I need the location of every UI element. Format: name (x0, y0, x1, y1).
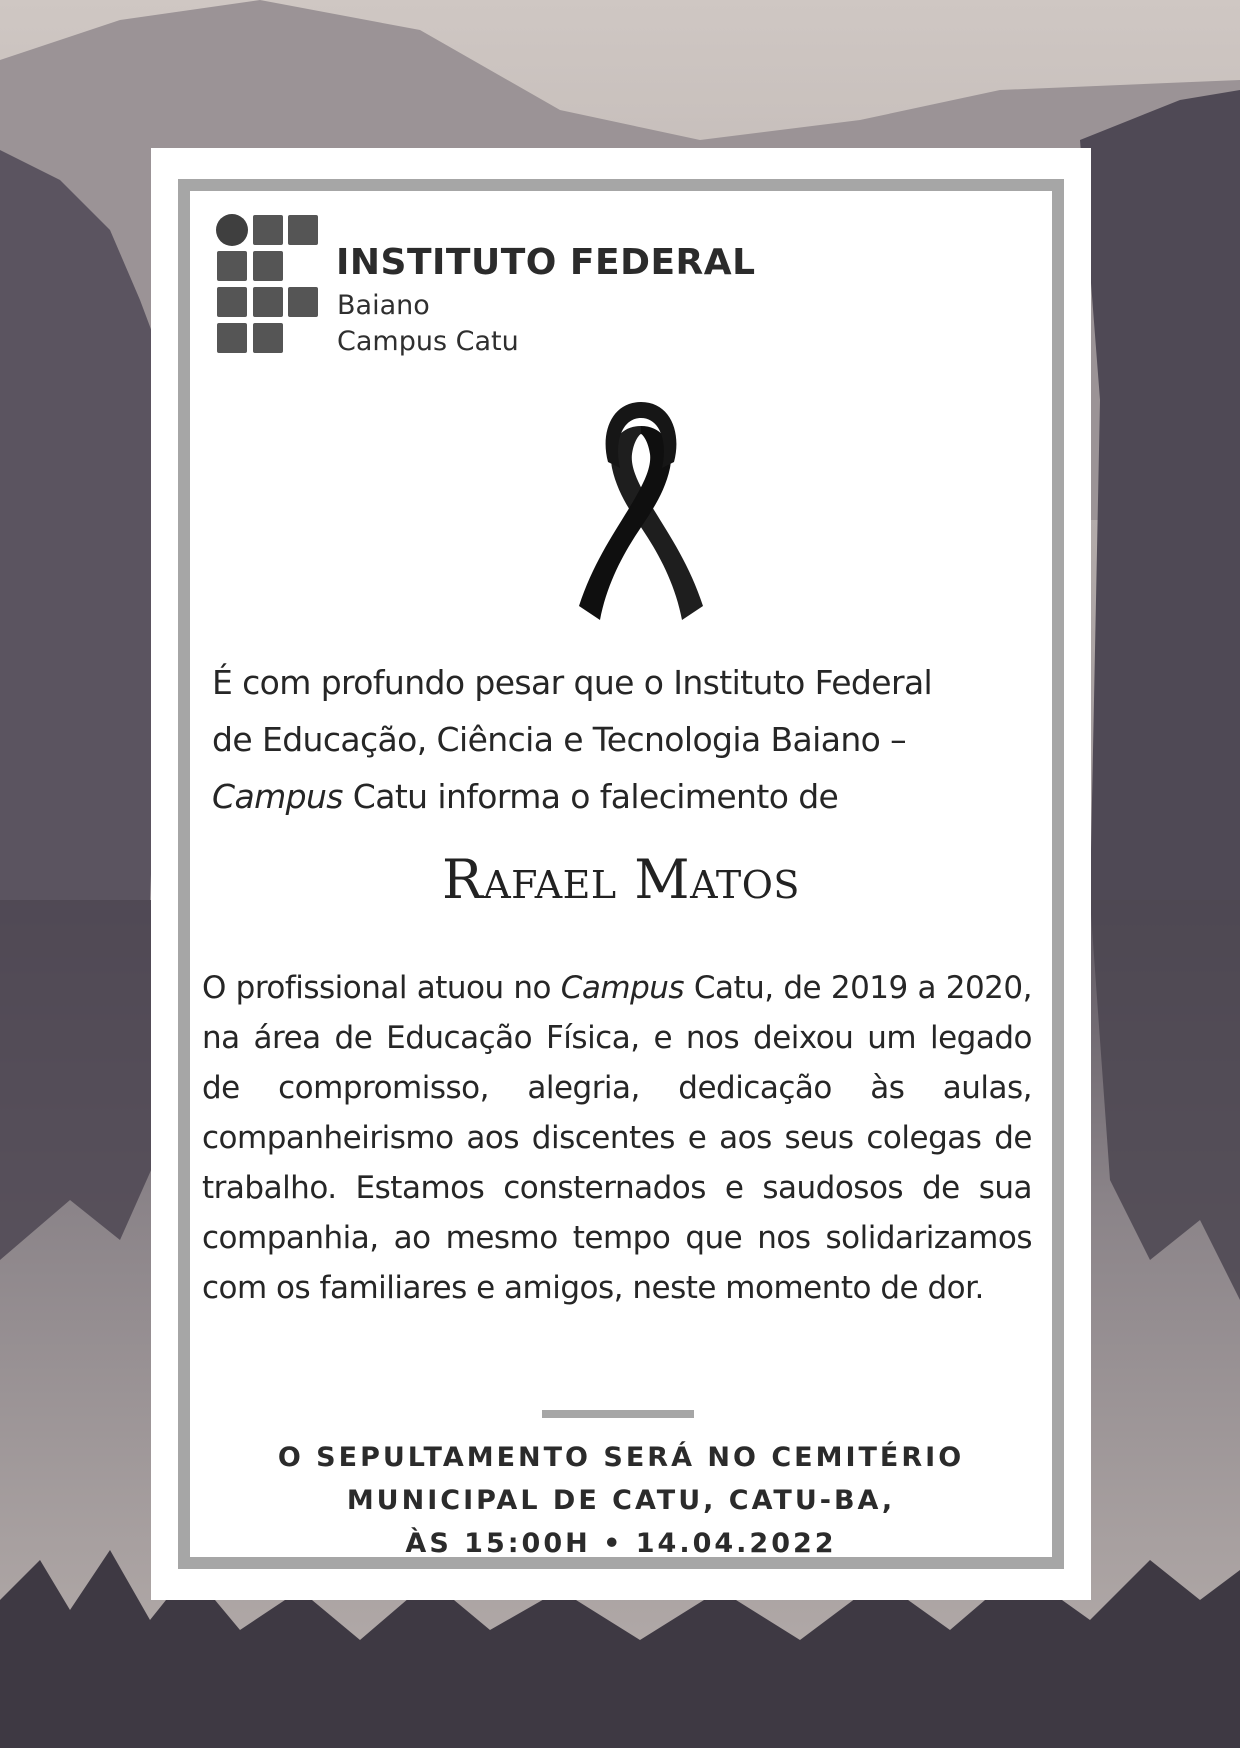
tribute-part-1: O profissional atuou no (202, 970, 561, 1006)
burial-line-1: O SEPULTAMENTO SERÁ NO CEMITÉRIO (277, 1442, 965, 1473)
logo-square (217, 251, 247, 281)
logo-square (217, 323, 247, 353)
mourning-ribbon-icon (578, 398, 704, 628)
deceased-name: Rafael Matos (442, 848, 800, 911)
intro-line-3: Catu informa o falecimento de (342, 777, 839, 816)
logo-square (253, 251, 283, 281)
logo-dot (216, 214, 248, 246)
institute-logo-icon (216, 214, 320, 356)
section-divider (542, 1410, 694, 1418)
burial-line-3: ÀS 15:00H • 14.04.2022 (405, 1528, 837, 1559)
logo-square (217, 287, 247, 317)
tribute-part-2: Catu, de 2019 a 2020, na área de Educação Física, e nos deixou um legado de compromisso, alegria, dedicação às aulas, companheirismo aos discentes e aos seus colegas de trabalho. Estamos consternados e saudosos de sua companhia, ao mesmo tempo que nos solidarizamos com os familiares e amigos, neste momento de dor. (202, 970, 1032, 1306)
burial-line-2: MUNICIPAL DE CATU, CATU-BA, (346, 1485, 896, 1516)
tribute-italic-campus: Campus (560, 970, 685, 1006)
logo-square (288, 287, 318, 317)
tribute-paragraph (202, 963, 1032, 1313)
intro-paragraph (212, 654, 1042, 825)
institution-state: Baiano (337, 290, 430, 321)
burial-info (151, 1436, 1091, 1565)
logo-square (288, 215, 318, 245)
intro-line-1: É com profundo pesar que o Instituto Federal (212, 663, 933, 702)
intro-italic-campus: Campus (212, 777, 343, 816)
institution-name: INSTITUTO FEDERAL (336, 242, 756, 283)
logo-square (253, 323, 283, 353)
intro-line-2: de Educação, Ciência e Tecnologia Baiano – (212, 720, 907, 759)
logo-square (253, 287, 283, 317)
campus-name: Campus Catu (337, 326, 519, 357)
logo-square (253, 215, 283, 245)
